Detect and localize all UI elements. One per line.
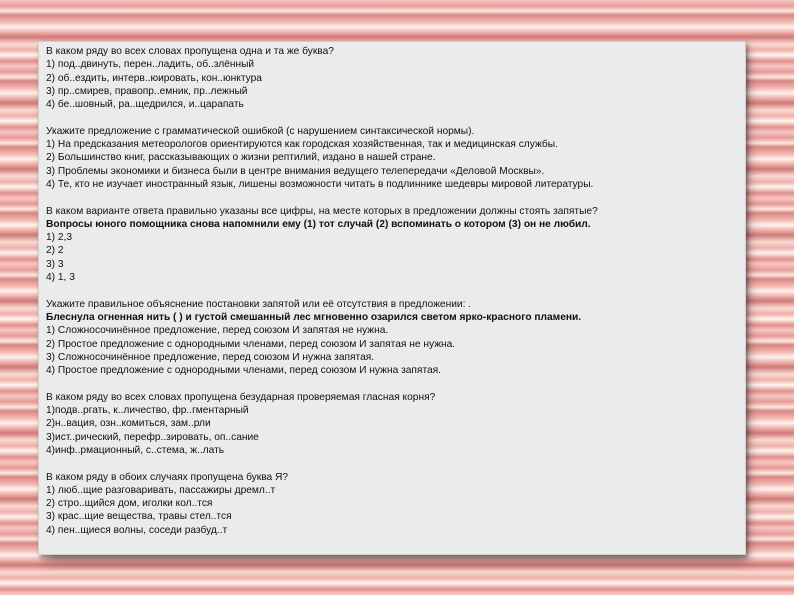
answer-option: 3) Проблемы экономики и бизнеса были в центре внимания ведущего телепередачи «Деловой Москвы». (46, 165, 545, 177)
slide (38, 41, 746, 555)
answer-option: 3) 3 (46, 258, 64, 270)
answer-option: 1)подв..ргать, к..личество, фр..гментарный (46, 405, 249, 417)
answer-option: 1) 2,3 (46, 232, 73, 244)
answer-option: 2) стро..щийся дом, иголки кол..тся (46, 498, 213, 510)
question-prompt: В каком ряду во всех словах пропущена безударная проверяемая гласная корня? (46, 391, 436, 403)
question-6 (46, 471, 739, 537)
question-prompt: В каком ряду в обоих случаях пропущена буква Я? (46, 471, 289, 483)
question-prompt: В каком варианте ответа правильно указаны все цифры, на месте которых в предложении должны стоять запятые? (46, 205, 598, 217)
answer-option: 4) Те, кто не изучает иностранный язык, лишены возможности читать в подлиннике шедевры мировой литературы. (46, 178, 594, 190)
question-5 (46, 391, 739, 457)
answer-option: 2)н..вация, озн..комиться, зам..рли (46, 418, 211, 430)
answer-option: 3) крас..щие вещества, травы стел..тся (46, 511, 232, 523)
answer-option: 4) пен..щиеся волны, соседи разбуд..т (46, 524, 228, 536)
answer-option: 3) Сложносочинённое предложение, перед союзом И нужна запятая. (46, 351, 375, 363)
question-2 (46, 125, 739, 191)
question-sentence: Блеснула огненная нить ( ) и густой смешанный лес мгновенно озарился светом ярко-красного пламени. (46, 311, 582, 323)
slide-content (46, 45, 739, 550)
answer-option: 4) Простое предложение с однородными членами, перед союзом И нужна запятая. (46, 365, 442, 377)
question-prompt: В каком ряду во всех словах пропущена одна и та же буква? (46, 46, 334, 57)
answer-option: 2) 2 (46, 245, 64, 257)
answer-option: 1) люб..щие разговаривать, пассажиры дремл..т (46, 484, 276, 496)
answer-option: 4) бе..шовный, ра..щедрился, и..царапать (46, 99, 244, 111)
answer-option: 2) об..ездить, интерв..юировать, кон..юнктура (46, 72, 262, 84)
answer-option: 1) На предсказания метеорологов ориентируются как городская хозяйственная, так и медицинская службы. (46, 139, 558, 151)
answer-option: 2) Простое предложение с однородными членами, перед союзом И запятая не нужна. (46, 338, 456, 350)
answer-option: 3)ист..рический, перефр..зировать, оп..сание (46, 431, 259, 443)
question-prompt: Укажите правильное объяснение постановки запятой или её отсутствия в предложении: . (46, 298, 472, 310)
question-1 (46, 45, 739, 111)
answer-option: 4) 1, 3 (46, 272, 75, 284)
question-4 (46, 298, 739, 378)
answer-option: 4)инф..рмационный, с..стема, ж..лать (46, 444, 225, 456)
answer-option: 1) под..двинуть, перен..ладить, об..злённый (46, 59, 255, 71)
answer-option: 3) пр..смирев, правопр..емник, пр..лежный (46, 85, 248, 97)
question-sentence: Вопросы юного помощника снова напомнили ему (1) тот случай (2) вспоминать о котором (3) он не любил. (46, 218, 591, 230)
question-3 (46, 205, 739, 285)
answer-option: 1) Сложносочинённое предложение, перед союзом И запятая не нужна. (46, 325, 389, 337)
answer-option: 2) Большинство книг, рассказывающих о жизни рептилий, издано в нашей стране. (46, 152, 436, 164)
question-prompt: Укажите предложение с грамматической ошибкой (с нарушением синтаксической нормы). (46, 125, 475, 137)
